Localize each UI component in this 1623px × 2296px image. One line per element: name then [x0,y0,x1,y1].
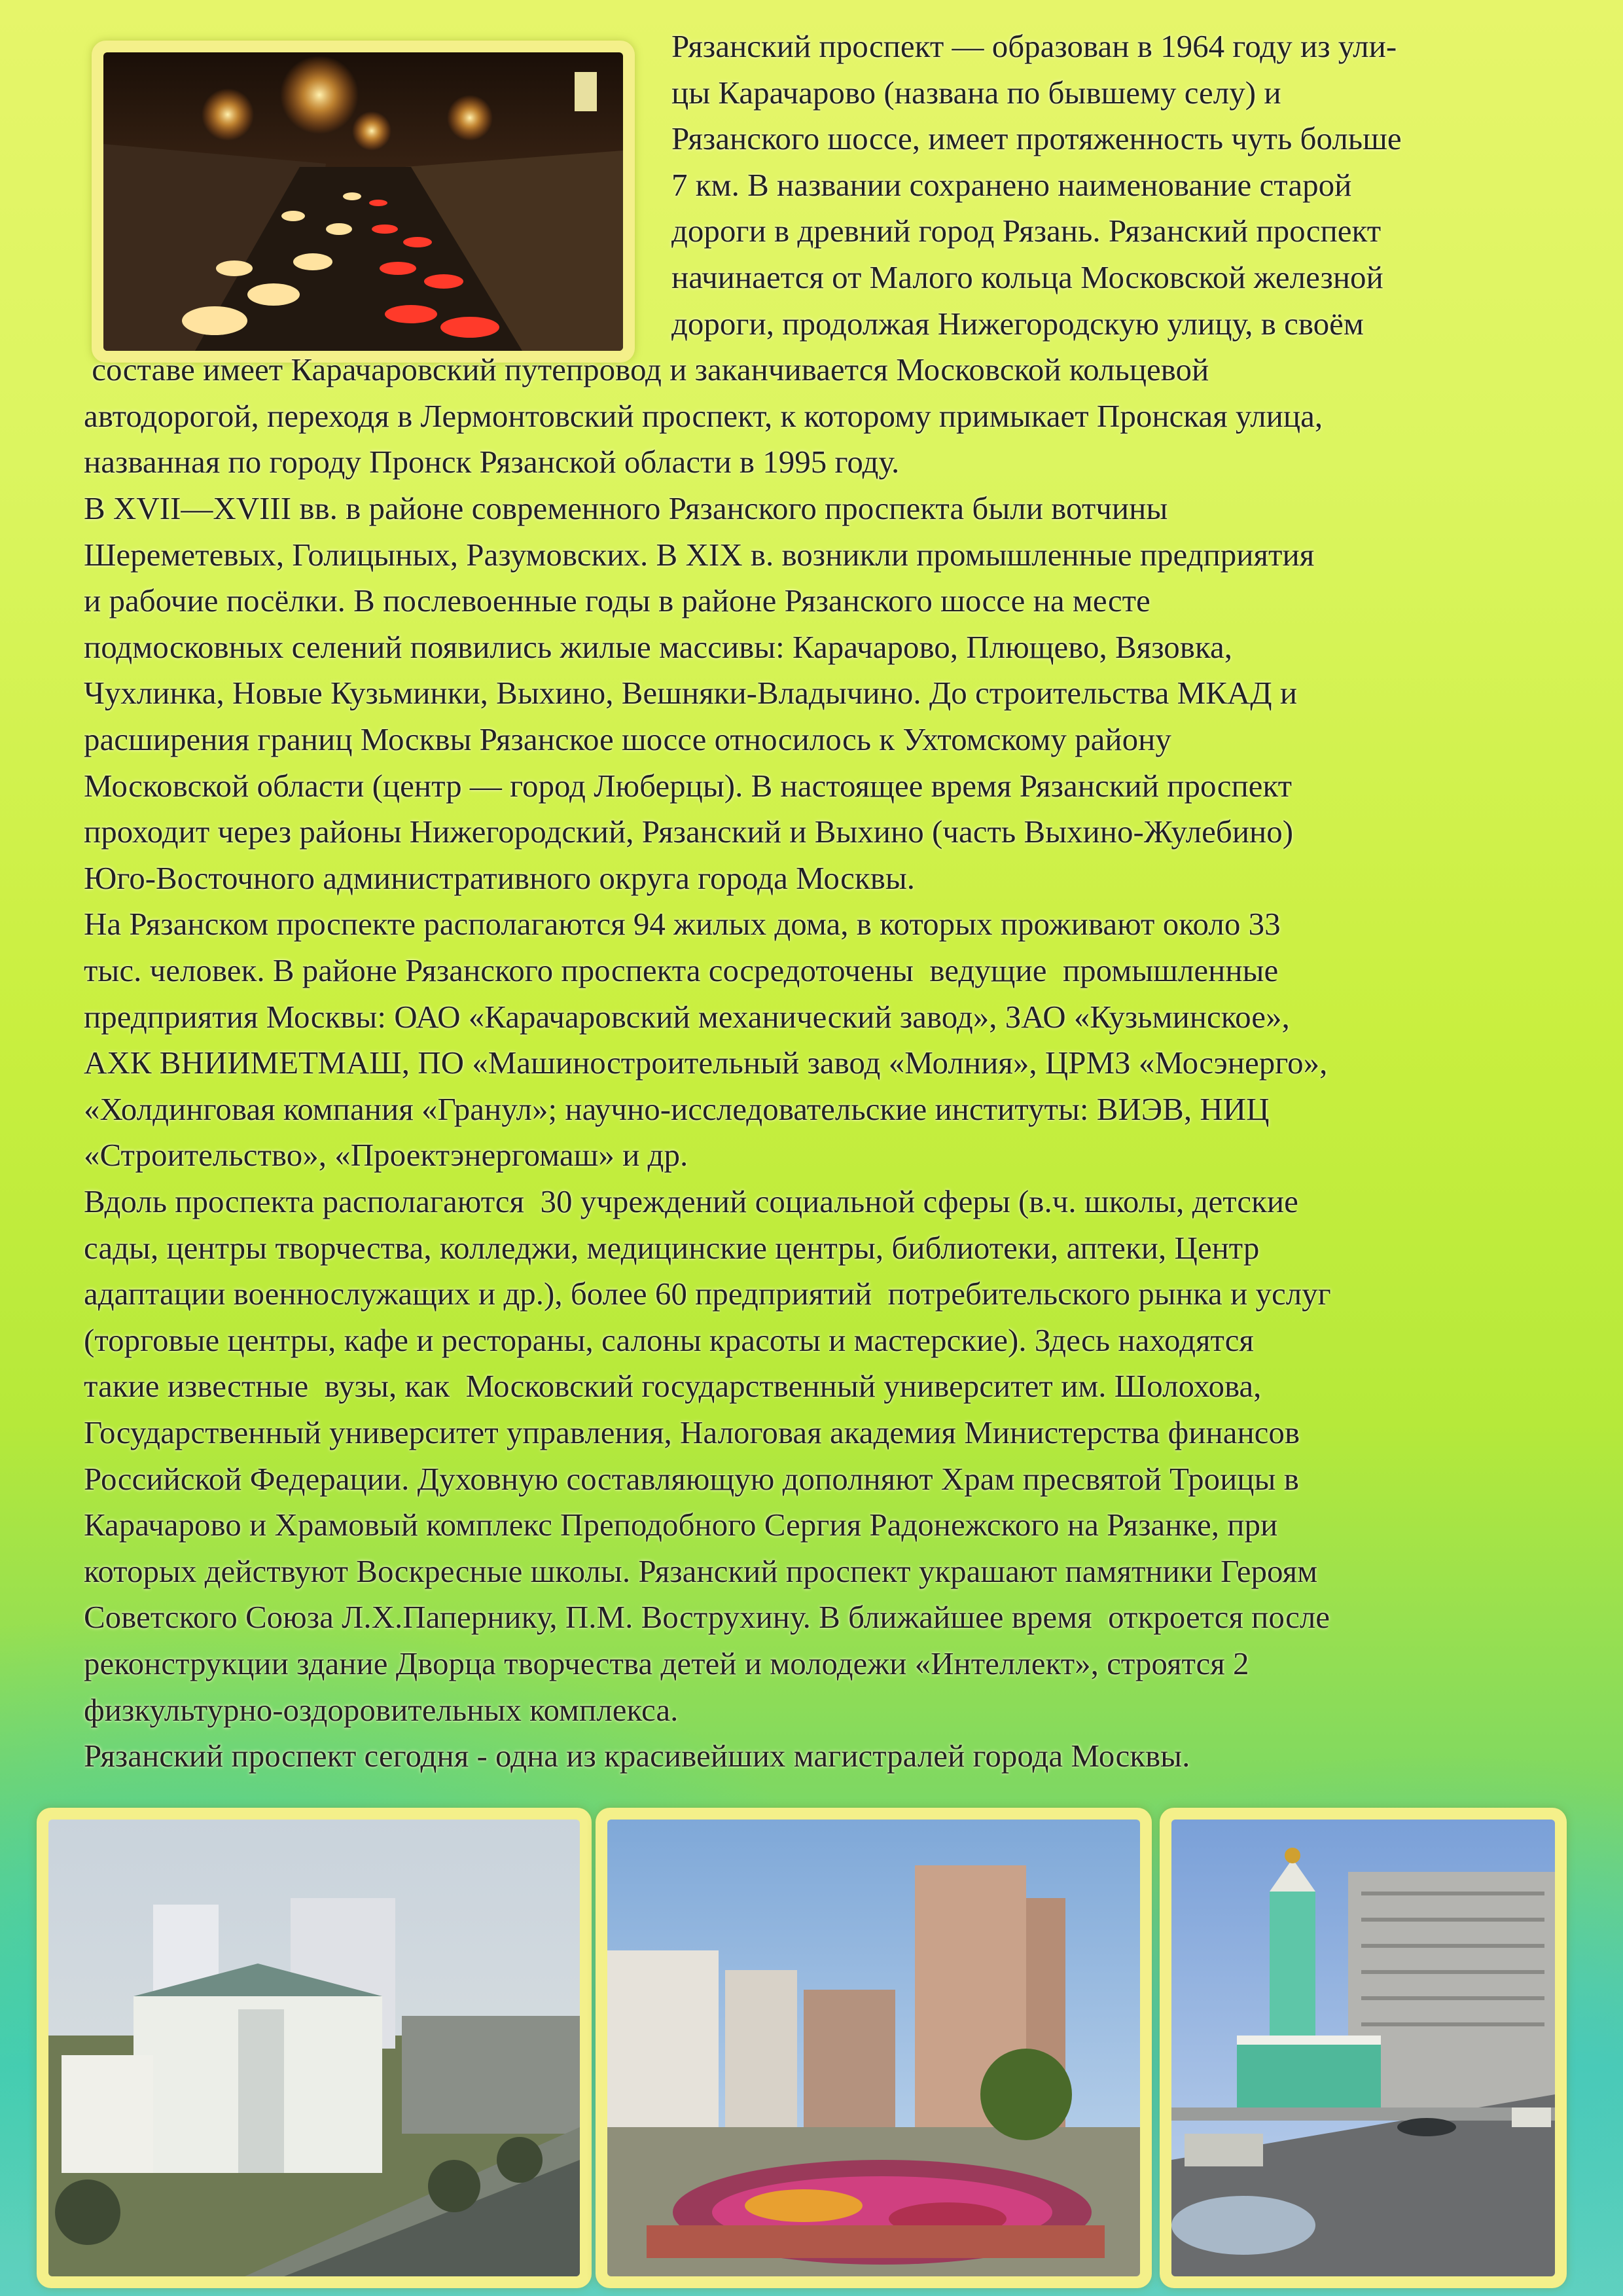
article-line: Шереметевых, Голицыных, Разумовских. В XIX в. возникли промышленные предприятия [84,536,1315,573]
article-line: такие известные вузы, как Московский государственный университет им. Шолохова, [84,1368,1262,1405]
article-line: дороги, продолжая Нижегородскую улицу, в своём [671,305,1364,342]
university-buildings-photo [48,1820,580,2276]
article-line: дороги в древний город Рязань. Рязанский проспект [671,213,1382,249]
article-line: Советского Союза Л.Х.Папернику, П.М. Вострухину. В ближайшее время откроется после [84,1599,1330,1636]
article-line: Рязанского шоссе, имеет протяженность чуть больше [671,120,1402,157]
article-line: проходит через районы Нижегородский, Рязанский и Выхино (часть Выхино-Жулебино) [84,814,1294,850]
article-line: АХК ВНИИМЕТМАШ, ПО «Машиностроительный завод «Молния», ЦРМЗ «Мосэнерго», [84,1045,1328,1081]
article-line: «Холдинговая компания «Гранул»; научно-исследовательские институты: ВИЭВ, НИЦ [84,1090,1270,1127]
article-line: Вдоль проспекта располагаются 30 учреждений социальной сферы (в.ч. школы, детские [84,1183,1298,1219]
article-line: Государственный университет управления, Налоговая академия Министерства финансов [84,1414,1300,1450]
article-line: подмосковных селений появились жилые массивы: Карачарово, Плющево, Вязовка, [84,628,1232,665]
article-line: начинается от Малого кольца Московской железной [671,259,1383,295]
article-line: составе имеет Карачаровский путепровод и заканчивается Московской кольцевой [84,351,1209,388]
article-line: Рязанский проспект — образован в 1964 году из ули- [671,28,1397,64]
article-line: Карачарово и Храмовый комплекс Преподобного Сергия Радонежского на Рязанке, при [84,1507,1278,1543]
church-street-photo [1171,1820,1555,2276]
article-line: которых действуют Воскресные школы. Рязанский проспект украшают памятники Героям [84,1552,1318,1589]
article-line: реконструкции здание Дворца творчества детей и молодежи «Интеллект», строятся 2 [84,1645,1249,1681]
bottom-photo-1-frame [37,1808,592,2288]
article-line: В XVII—XVIII вв. в районе современного Рязанского проспекта были вотчины [84,490,1168,526]
article-line: предприятия Москвы: ОАО «Карачаровский механический завод», ЗАО «Кузьминское», [84,998,1290,1035]
article-line: Российской Федерации. Духовную составляющую дополняют Храм пресвятой Троицы в [84,1460,1299,1497]
article-line: расширения границ Москвы Рязанское шоссе относилось к Ухтомскому району [84,721,1171,757]
article-line: цы Карачарово (названа по бывшему селу) и [671,74,1281,111]
article-line: автодорогой, переходя в Лермонтовский проспект, к которому примыкает Пронская улица, [84,397,1323,434]
article-line: Московской области (центр — город Люберцы). В настоящее время Рязанский проспект [84,767,1292,804]
article-line: физкультурно-оздоровительных комплекса. [84,1691,679,1728]
bottom-photo-2-frame [596,1808,1152,2288]
article-line: На Рязанском проспекте располагаются 94 жилых дома, в которых проживают около 33 [84,906,1281,942]
article-line: и рабочие посёлки. В послевоенные годы в районе Рязанского шоссе на месте [84,583,1150,619]
article-line: сады, центры творчества, колледжи, медицинские центры, библиотеки, аптеки, Центр [84,1229,1260,1266]
residential-towers-flowerbed-photo [607,1820,1140,2276]
article-line: адаптации военнослужащих и др.), более 60 предприятий потребительского рынка и услуг [84,1276,1331,1312]
article-line: тыс. человек. В районе Рязанского проспекта сосредоточены ведущие промышленные [84,952,1279,988]
article-line: Рязанский проспект сегодня - одна из красивейших магистралей города Москвы. [84,1738,1190,1774]
article-line: названная по городу Пронск Рязанской области в 1995 году. [84,444,900,480]
article-line: Чухлинка, Новые Кузьминки, Выхино, Вешняки-Владычино. До строительства МКАД и [84,675,1298,711]
article-line: 7 км. В названии сохранено наименование старой [671,166,1352,203]
article-line: (торговые центры, кафе и рестораны, салоны красоты и мастерские). Здесь находятся [84,1321,1254,1358]
article-line: «Строительство», «Проектэнергомаш» и др. [84,1137,688,1174]
bottom-photo-3-frame [1160,1808,1567,2288]
article-line: Юго-Восточного административного округа города Москвы. [84,859,916,896]
